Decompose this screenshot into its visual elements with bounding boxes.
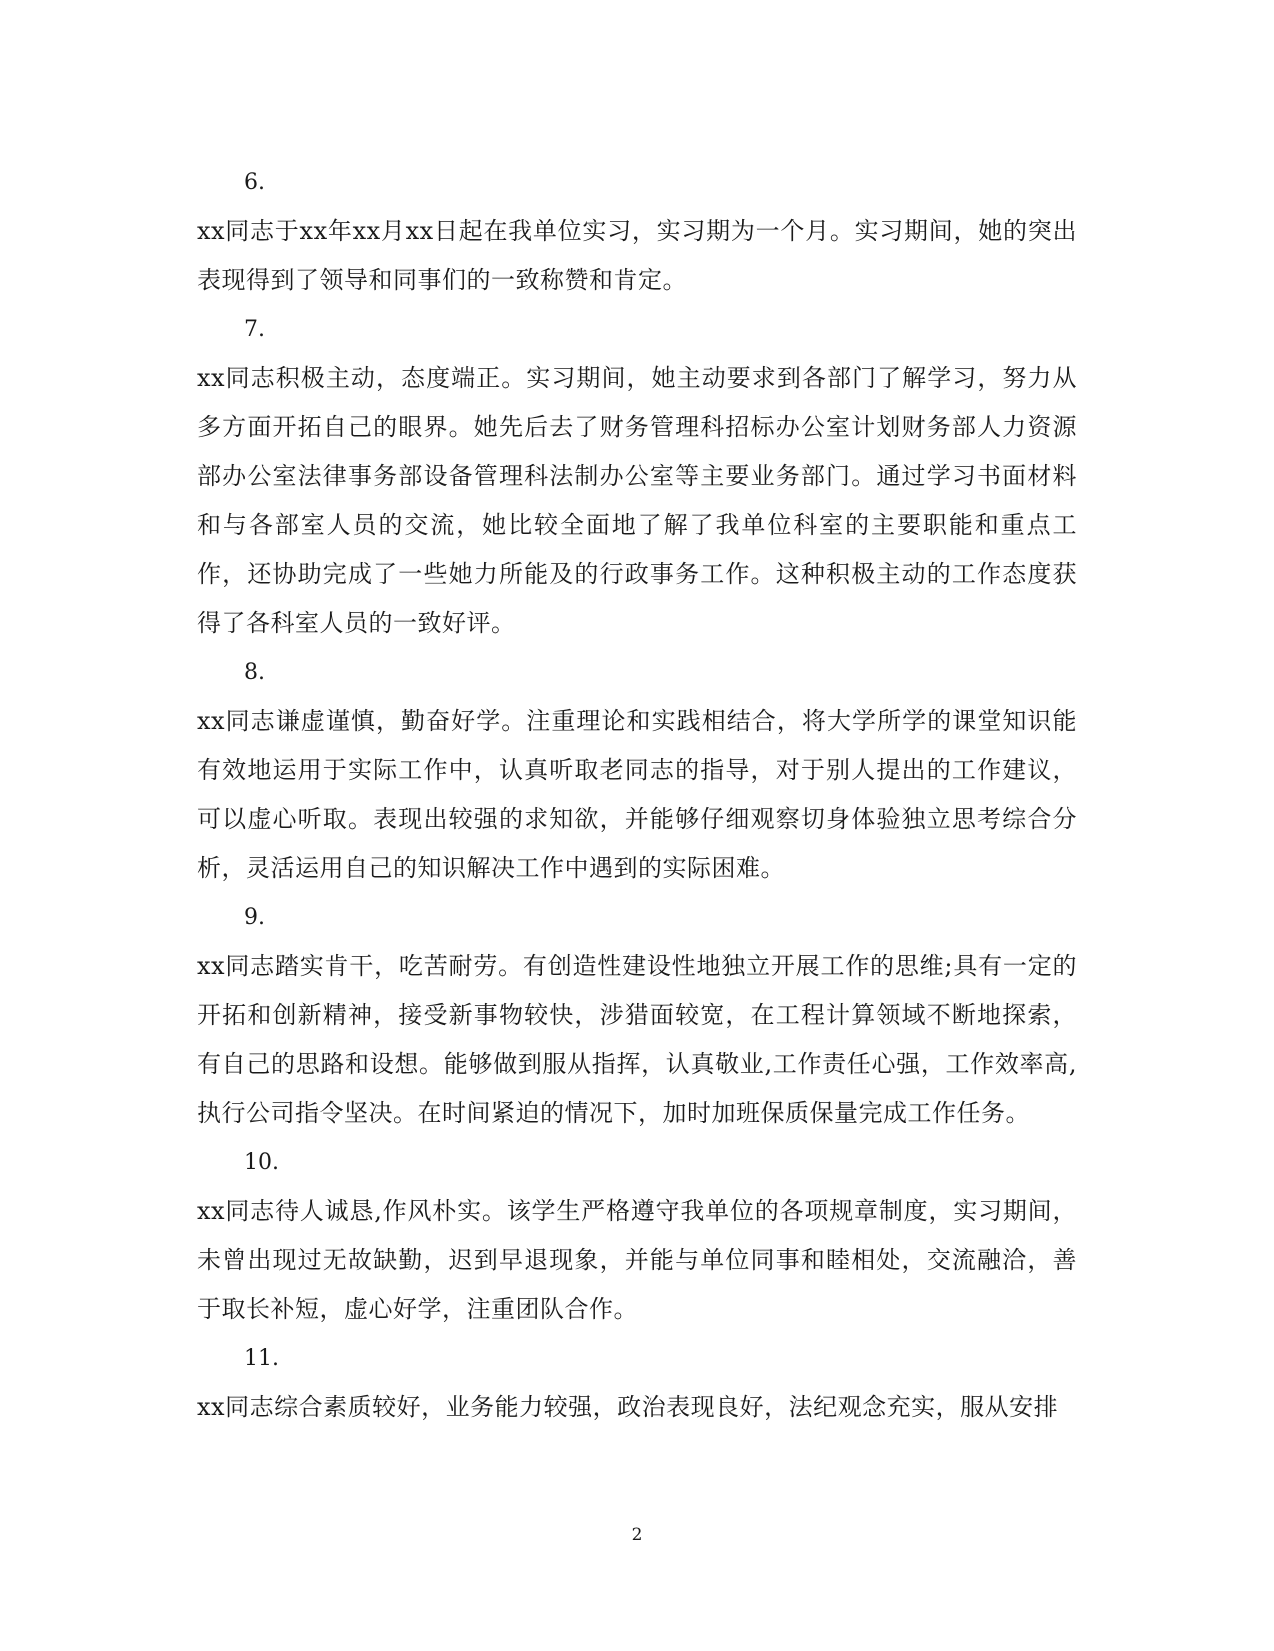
document-body (197, 158, 1077, 1432)
section-number: 9. (244, 905, 265, 930)
section-paragraph: xx同志谦虚谨慎，勤奋好学。注重理论和实践相结合，将大学所学的课堂知识能有效地运用于实际工作中，认真听取老同志的指导，对于别人提出的工作建议，可以虚心听取。表现出较强的求知欲，并能够仔细观察切身体验独立思考综合分析，灵活运用自己的知识解决工作中遇到的实际困难。 (197, 707, 1077, 882)
section-number: 10. (244, 1150, 279, 1175)
section-paragraph: xx同志于xx年xx月xx日起在我单位实习，实习期为一个月。实习期间，她的突出表现得到了领导和同事们的一致称赞和肯定。 (197, 217, 1077, 294)
page-number: 2 (631, 1525, 643, 1545)
section-number: 8. (244, 660, 265, 685)
section-number: 11. (244, 1346, 279, 1371)
section-number: 6. (244, 170, 265, 195)
section-number: 7. (244, 317, 265, 342)
section-paragraph: xx同志待人诚恳,作风朴实。该学生严格遵守我单位的各项规章制度，实习期间，未曾出现过无故缺勤，迟到早退现象，并能与单位同事和睦相处，交流融洽，善于取长补短，虚心好学，注重团队合作。 (197, 1197, 1077, 1323)
section-paragraph: xx同志踏实肯干，吃苦耐劳。有创造性建设性地独立开展工作的思维;具有一定的开拓和创新精神，接受新事物较快，涉猎面较宽，在工程计算领域不断地探索，有自己的思路和设想。能够做到服从指挥，认真敬业,工作责任心强，工作效率高,执行公司指令坚决。在时间紧迫的情况下，加时加班保质保量完成工作任务。 (197, 952, 1077, 1127)
section-paragraph: xx同志积极主动，态度端正。实习期间，她主动要求到各部门了解学习，努力从多方面开拓自己的眼界。她先后去了财务管理科招标办公室计划财务部人力资源部办公室法律事务部设备管理科法制办公室等主要业务部门。通过学习书面材料和与各部室人员的交流，她比较全面地了解了我单位科室的主要职能和重点工作，还协助完成了一些她力所能及的行政事务工作。这种积极主动的工作态度获得了各科室人员的一致好评。 (197, 364, 1077, 637)
section-paragraph: xx同志综合素质较好，业务能力较强，政治表现良好，法纪观念充实，服从安排 (197, 1393, 1059, 1421)
